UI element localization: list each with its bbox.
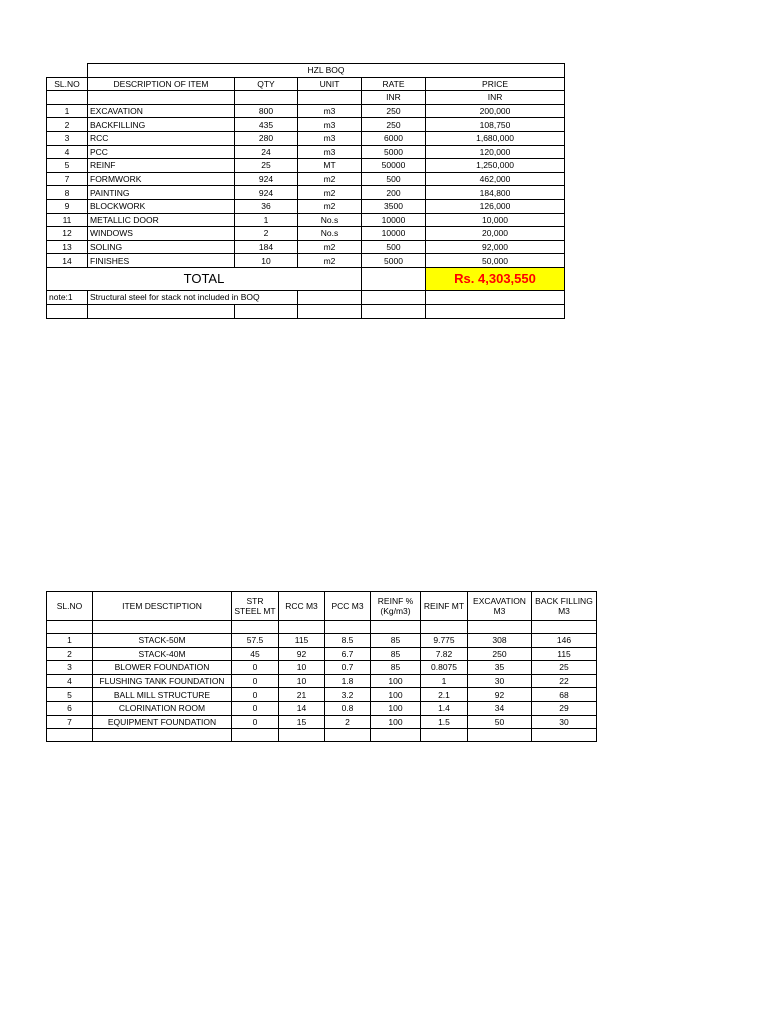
table-cell: 1.4 bbox=[421, 701, 468, 715]
table-cell: PAINTING bbox=[88, 186, 235, 200]
table-cell: 250 bbox=[362, 118, 426, 132]
table-cell: 45 bbox=[232, 647, 279, 661]
table-cell: STACK-40M bbox=[93, 647, 232, 661]
table-row bbox=[47, 254, 565, 268]
table-cell: 85 bbox=[371, 634, 421, 648]
table-cell: 126,000 bbox=[426, 199, 565, 213]
table-cell: 12 bbox=[47, 227, 88, 241]
table-cell: 85 bbox=[371, 647, 421, 661]
table-row bbox=[47, 172, 565, 186]
boq-header-cell: SL.NO bbox=[47, 77, 88, 91]
table-cell: 1,250,000 bbox=[426, 159, 565, 173]
boq-subheader-cell: INR bbox=[426, 91, 565, 105]
table-cell: 2 bbox=[47, 118, 88, 132]
table-cell: 4 bbox=[47, 145, 88, 159]
table-cell: 146 bbox=[532, 634, 597, 648]
table-cell: 6000 bbox=[362, 131, 426, 145]
table-cell: 6.7 bbox=[325, 647, 371, 661]
table-cell: 184,800 bbox=[426, 186, 565, 200]
table-cell: 0.8 bbox=[325, 701, 371, 715]
stack-header-row bbox=[47, 592, 597, 621]
table-cell: 22 bbox=[532, 674, 597, 688]
boq-header-cell: UNIT bbox=[298, 77, 362, 91]
table-cell: 435 bbox=[235, 118, 298, 132]
boq-total-label: TOTAL bbox=[47, 267, 362, 290]
table-cell: No.s bbox=[298, 213, 362, 227]
table-cell: 0 bbox=[232, 688, 279, 702]
table-cell: 1 bbox=[235, 213, 298, 227]
stack-header-cell: ITEM DESCTIPTION bbox=[93, 592, 232, 621]
table-cell: 308 bbox=[468, 634, 532, 648]
table-row bbox=[47, 227, 565, 241]
table-cell: m3 bbox=[298, 104, 362, 118]
table-cell: BALL MILL STRUCTURE bbox=[93, 688, 232, 702]
table-cell: PCC bbox=[88, 145, 235, 159]
table-cell: 57.5 bbox=[232, 634, 279, 648]
table-cell: 92,000 bbox=[426, 240, 565, 254]
table-cell: 3.2 bbox=[325, 688, 371, 702]
table-cell: 1 bbox=[421, 674, 468, 688]
table-cell: 7.82 bbox=[421, 647, 468, 661]
table-cell: m2 bbox=[298, 254, 362, 268]
table-cell: 5 bbox=[47, 159, 88, 173]
table-cell: 0.7 bbox=[325, 661, 371, 675]
table-cell: 2 bbox=[235, 227, 298, 241]
table-row bbox=[47, 240, 565, 254]
table-row bbox=[47, 213, 565, 227]
table-cell: FORMWORK bbox=[88, 172, 235, 186]
table-cell: 92 bbox=[468, 688, 532, 702]
table-cell: 15 bbox=[279, 715, 325, 729]
table-cell: SOLING bbox=[88, 240, 235, 254]
table-cell: 8 bbox=[47, 186, 88, 200]
table-row bbox=[47, 199, 565, 213]
table-cell: 50,000 bbox=[426, 254, 565, 268]
table-cell: 1,680,000 bbox=[426, 131, 565, 145]
table-cell: m3 bbox=[298, 145, 362, 159]
table-row bbox=[47, 159, 565, 173]
table-cell: 5000 bbox=[362, 145, 426, 159]
table-cell: 6 bbox=[47, 701, 93, 715]
table-cell: 0 bbox=[232, 715, 279, 729]
table-cell: 7 bbox=[47, 715, 93, 729]
table-cell: m2 bbox=[298, 199, 362, 213]
table-cell: 280 bbox=[235, 131, 298, 145]
table-cell: 115 bbox=[279, 634, 325, 648]
table-cell: 10 bbox=[279, 661, 325, 675]
table-cell: 25 bbox=[235, 159, 298, 173]
stack-gap-row bbox=[47, 621, 597, 634]
stack-blank-row bbox=[47, 729, 597, 742]
stack-header-cell: STR STEEL MT bbox=[232, 592, 279, 621]
boq-header-cell: DESCRIPTION OF ITEM bbox=[88, 77, 235, 91]
table-cell: 85 bbox=[371, 661, 421, 675]
table-cell: 50 bbox=[468, 715, 532, 729]
table-cell: 2.1 bbox=[421, 688, 468, 702]
table-cell: REINF bbox=[88, 159, 235, 173]
boq-header-cell: QTY bbox=[235, 77, 298, 91]
table-cell: 92 bbox=[279, 647, 325, 661]
table-cell: 100 bbox=[371, 715, 421, 729]
table-cell: 100 bbox=[371, 688, 421, 702]
boq-table bbox=[46, 63, 565, 319]
table-cell: BLOWER FOUNDATION bbox=[93, 661, 232, 675]
table-cell: MT bbox=[298, 159, 362, 173]
table-cell: 184 bbox=[235, 240, 298, 254]
table-cell: STACK-50M bbox=[93, 634, 232, 648]
table-cell: 20,000 bbox=[426, 227, 565, 241]
table-row bbox=[47, 634, 597, 648]
table-cell: 100 bbox=[371, 674, 421, 688]
table-cell: 9.775 bbox=[421, 634, 468, 648]
table-cell: 800 bbox=[235, 104, 298, 118]
table-cell: 14 bbox=[279, 701, 325, 715]
table-cell: m3 bbox=[298, 131, 362, 145]
table-cell: 500 bbox=[362, 240, 426, 254]
table-cell: 1 bbox=[47, 634, 93, 648]
table-row bbox=[47, 661, 597, 675]
table-cell: 462,000 bbox=[426, 172, 565, 186]
table-cell: 3 bbox=[47, 661, 93, 675]
boq-title-row bbox=[47, 64, 565, 78]
table-cell: 5000 bbox=[362, 254, 426, 268]
table-cell: 200,000 bbox=[426, 104, 565, 118]
table-cell: 924 bbox=[235, 172, 298, 186]
table-cell: 2 bbox=[325, 715, 371, 729]
table-cell: 924 bbox=[235, 186, 298, 200]
table-cell: 1.8 bbox=[325, 674, 371, 688]
table-cell: 30 bbox=[532, 715, 597, 729]
table-cell: 1.5 bbox=[421, 715, 468, 729]
table-cell: RCC bbox=[88, 131, 235, 145]
table-cell: 9 bbox=[47, 199, 88, 213]
table-row bbox=[47, 715, 597, 729]
stack-header-cell: REINF % (Kg/m3) bbox=[371, 592, 421, 621]
table-row bbox=[47, 104, 565, 118]
table-cell: 500 bbox=[362, 172, 426, 186]
table-cell: 30 bbox=[468, 674, 532, 688]
table-cell: 115 bbox=[532, 647, 597, 661]
table-cell: m2 bbox=[298, 240, 362, 254]
table-cell: BLOCKWORK bbox=[88, 199, 235, 213]
table-cell: 4 bbox=[47, 674, 93, 688]
table-cell: 5 bbox=[47, 688, 93, 702]
table-cell: 13 bbox=[47, 240, 88, 254]
table-cell: 250 bbox=[362, 104, 426, 118]
table-row bbox=[47, 688, 597, 702]
stack-body bbox=[47, 634, 597, 729]
table-cell: 0.8075 bbox=[421, 661, 468, 675]
table-cell: 11 bbox=[47, 213, 88, 227]
table-cell: 36 bbox=[235, 199, 298, 213]
table-cell: 14 bbox=[47, 254, 88, 268]
table-cell: 7 bbox=[47, 172, 88, 186]
stack-header-cell: EXCAVATION M3 bbox=[468, 592, 532, 621]
table-cell: 34 bbox=[468, 701, 532, 715]
table-cell: 21 bbox=[279, 688, 325, 702]
boq-header-cell: PRICE bbox=[426, 77, 565, 91]
table-row bbox=[47, 118, 565, 132]
stack-header-cell: SL.NO bbox=[47, 592, 93, 621]
table-cell: m2 bbox=[298, 172, 362, 186]
table-cell: EQUIPMENT FOUNDATION bbox=[93, 715, 232, 729]
table-row bbox=[47, 674, 597, 688]
table-cell: 10,000 bbox=[426, 213, 565, 227]
table-cell: 100 bbox=[371, 701, 421, 715]
table-cell: METALLIC DOOR bbox=[88, 213, 235, 227]
boq-title: HZL BOQ bbox=[88, 64, 565, 78]
table-cell: BACKFILLING bbox=[88, 118, 235, 132]
table-cell: m2 bbox=[298, 186, 362, 200]
table-cell: 35 bbox=[468, 661, 532, 675]
stack-header-cell: REINF MT bbox=[421, 592, 468, 621]
table-cell: 108,750 bbox=[426, 118, 565, 132]
stack-header-cell: BACK FILLING M3 bbox=[532, 592, 597, 621]
boq-note-row bbox=[47, 290, 565, 304]
table-cell: FLUSHING TANK FOUNDATION bbox=[93, 674, 232, 688]
table-cell: 10 bbox=[279, 674, 325, 688]
table-cell: 24 bbox=[235, 145, 298, 159]
table-cell: 68 bbox=[532, 688, 597, 702]
stack-header-cell: RCC M3 bbox=[279, 592, 325, 621]
table-cell: 1 bbox=[47, 104, 88, 118]
table-cell: 25 bbox=[532, 661, 597, 675]
table-cell: 50000 bbox=[362, 159, 426, 173]
table-row bbox=[47, 145, 565, 159]
boq-header-row bbox=[47, 77, 565, 91]
boq-total-row bbox=[47, 267, 565, 290]
boq-subheader-row bbox=[47, 91, 565, 105]
table-cell: 10000 bbox=[362, 227, 426, 241]
table-cell: FINISHES bbox=[88, 254, 235, 268]
table-cell: 0 bbox=[232, 674, 279, 688]
table-cell: WINDOWS bbox=[88, 227, 235, 241]
table-cell: 10000 bbox=[362, 213, 426, 227]
table-cell: No.s bbox=[298, 227, 362, 241]
table-cell: 120,000 bbox=[426, 145, 565, 159]
table-cell: 2 bbox=[47, 647, 93, 661]
table-cell: 29 bbox=[532, 701, 597, 715]
boq-note-text: Structural steel for stack not included in BOQ bbox=[88, 290, 298, 304]
boq-total-value: Rs. 4,303,550 bbox=[426, 267, 565, 290]
table-cell: CLORINATION ROOM bbox=[93, 701, 232, 715]
boq-note-label: note:1 bbox=[47, 290, 88, 304]
table-row bbox=[47, 131, 565, 145]
table-cell: 0 bbox=[232, 701, 279, 715]
stack-quantities-table bbox=[46, 591, 597, 742]
table-cell: 8.5 bbox=[325, 634, 371, 648]
table-cell: m3 bbox=[298, 118, 362, 132]
table-cell: 3 bbox=[47, 131, 88, 145]
stack-header-cell: PCC M3 bbox=[325, 592, 371, 621]
table-cell: 10 bbox=[235, 254, 298, 268]
table-row bbox=[47, 647, 597, 661]
boq-blank-row bbox=[47, 304, 565, 318]
boq-body bbox=[47, 104, 565, 267]
table-row bbox=[47, 701, 597, 715]
boq-header-cell: RATE bbox=[362, 77, 426, 91]
table-cell: 250 bbox=[468, 647, 532, 661]
boq-subheader-cell: INR bbox=[362, 91, 426, 105]
table-row bbox=[47, 186, 565, 200]
table-cell: 0 bbox=[232, 661, 279, 675]
table-cell: 3500 bbox=[362, 199, 426, 213]
table-cell: 200 bbox=[362, 186, 426, 200]
table-cell: EXCAVATION bbox=[88, 104, 235, 118]
